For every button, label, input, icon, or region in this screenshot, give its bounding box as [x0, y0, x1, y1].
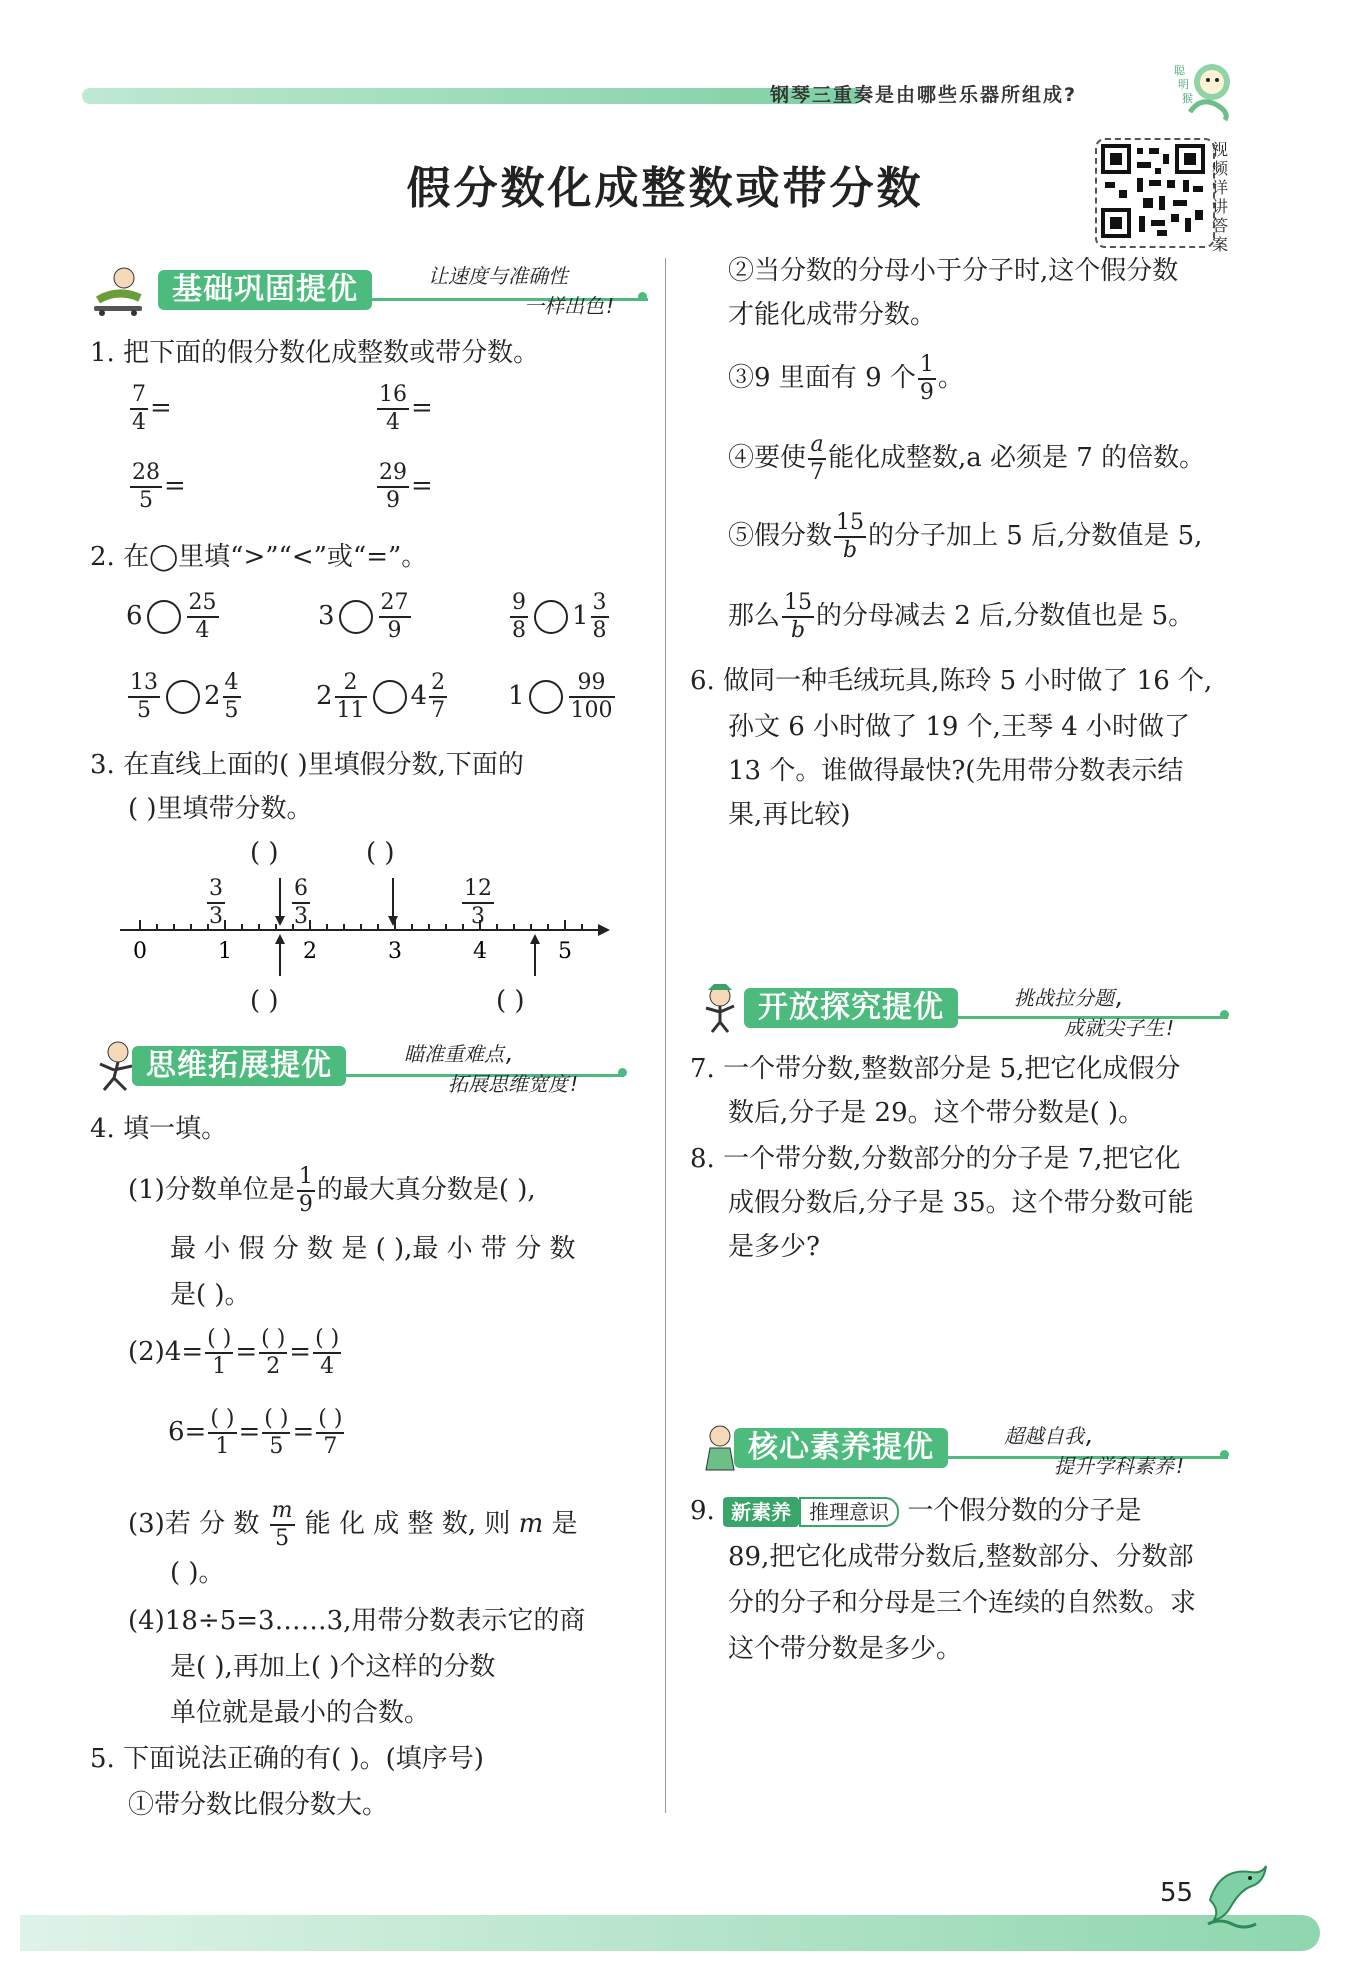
- header-question: 钢琴三重奏是由哪些乐器所组成?: [770, 84, 1078, 106]
- section-header-explore: [690, 986, 1230, 1040]
- page-title: 假分数化成整数或带分数: [406, 163, 924, 214]
- section-title: 基础巩固提优: [158, 270, 372, 310]
- answer-paren-bottom[interactable]: ( ): [250, 986, 279, 1016]
- q1-item: $\frac{29}{9}$ =: [379, 460, 433, 513]
- q7-text: 7. 一个带分数,整数部分是 5,把它化成假分: [690, 1054, 1181, 1084]
- section-header-basic: [88, 264, 648, 318]
- q5-option: ②当分数的分母小于分子时,这个假分数: [728, 256, 1179, 286]
- number-line-tick-label: 3: [388, 939, 402, 964]
- page-number: 55: [1160, 1878, 1194, 1908]
- reasoning-tag: 推理意识: [799, 1497, 899, 1527]
- q7-text: 数后,分子是 29。这个带分数是( )。: [728, 1098, 1145, 1128]
- q5-option: 那么 $\frac{15}{b}$ 的分母减去 2 后,分数值也是 5。: [728, 590, 1195, 643]
- section-title: 思维拓展提优: [132, 1046, 346, 1086]
- q6-text: 果,再比较): [728, 800, 851, 830]
- q9-text: 这个带分数是多少。: [728, 1634, 963, 1664]
- kid-skateboard-icon: [88, 264, 150, 316]
- number-line-label: $\frac{12}{3}$: [464, 876, 492, 929]
- header-bar: [82, 88, 862, 104]
- q5-stem: 5. 下面说法正确的有( )。(填序号): [90, 1744, 484, 1774]
- answer-paren-bottom[interactable]: ( ): [496, 986, 525, 1016]
- q5-option: ③9 里面有 9 个 $\frac{1}{9}$ 。: [728, 352, 964, 405]
- q4-part3: ( )。: [170, 1558, 225, 1588]
- q8-text: 8. 一个带分数,分数部分的分子是 7,把它化: [690, 1144, 1181, 1174]
- q4-stem: 4. 填一填。: [90, 1114, 228, 1144]
- answer-circle[interactable]: [534, 600, 568, 634]
- section-dot: [1220, 1010, 1229, 1019]
- number-line-tick-label: 5: [558, 939, 572, 964]
- q2-compare: 3 $\frac{27}{9}$: [318, 590, 409, 643]
- q5-option: ①带分数比假分数大。: [128, 1790, 389, 1820]
- q8-text: 成假分数后,分子是 35。这个带分数可能: [728, 1188, 1194, 1218]
- number-line-label: $\frac{6}{3}$: [294, 876, 308, 929]
- number-line-tick-label: 4: [473, 939, 487, 964]
- answer-circle[interactable]: [339, 600, 373, 634]
- section-header-thinking: [88, 1042, 628, 1096]
- section-slogan: 拓展思维宽度!: [448, 1072, 581, 1096]
- answer-circle[interactable]: [373, 680, 407, 714]
- answer-circle[interactable]: [147, 600, 181, 634]
- q4-part1: 是( )。: [170, 1280, 251, 1310]
- section-slogan: 超越自我,: [1004, 1424, 1097, 1448]
- q1-item: $\frac{16}{4}$ =: [379, 382, 433, 435]
- section-dot: [1220, 1450, 1229, 1459]
- column-divider: [665, 258, 666, 1813]
- q4-part4: 单位就是最小的合数。: [170, 1698, 431, 1728]
- kid-explorer-icon: [690, 982, 752, 1034]
- section-slogan: 瞄准重难点,: [404, 1042, 517, 1066]
- section-slogan: 让速度与准确性: [428, 264, 568, 288]
- number-line-tick-label: 1: [218, 939, 232, 964]
- number-line-tick-label: 2: [303, 939, 317, 964]
- answer-circle[interactable]: [166, 680, 200, 714]
- monkey-mascot-icon: [1170, 52, 1240, 122]
- q2-stem: 2. 在◯里填“>”“<”或“=”。: [90, 542, 428, 572]
- answer-paren-top[interactable]: ( ): [366, 838, 395, 868]
- footer-bar: [20, 1915, 1320, 1951]
- q4-part1: (1)分数单位是 $\frac{1}{9}$ 的最大真分数是( ),: [128, 1164, 536, 1217]
- qr-code[interactable]: [1095, 138, 1215, 248]
- number-line-tick-label: 0: [133, 939, 147, 964]
- q3-stem: 3. 在直线上面的( )里填假分数,下面的: [90, 750, 524, 780]
- section-dot: [618, 1068, 627, 1077]
- q1-stem: 1. 把下面的假分数化成整数或带分数。: [90, 338, 540, 368]
- section-header-core: [690, 1424, 1230, 1478]
- q4-part4: (4)18÷5=3……3,用带分数表示它的商: [128, 1606, 586, 1636]
- section-slogan: 提升学科素养!: [1054, 1454, 1187, 1478]
- q4-part2: 6= $\frac{( )}{1}$ = $\frac{( )}{5}$ = $\frac{( )}{7}$: [168, 1406, 343, 1459]
- dolphin-icon: [1200, 1860, 1272, 1930]
- q5-option: ④要使 $\frac{a}{7}$ 能化成整数,a 必须是 7 的倍数。: [728, 432, 1206, 485]
- number-line: [110, 868, 630, 988]
- q3-stem: ( )里填带分数。: [128, 794, 313, 824]
- q4-part4: 是( ),再加上( )个这样的分数: [170, 1652, 496, 1682]
- q2-compare: $\frac{13}{5}$ 2 $\frac{4}{5}$: [130, 670, 239, 723]
- section-title: 核心素养提优: [734, 1428, 948, 1468]
- q4-part1: 最 小 假 分 数 是 ( ),最 小 带 分 数: [170, 1234, 576, 1264]
- svg-text:明: 明: [1178, 78, 1189, 91]
- qr-pattern-icon: [1097, 140, 1209, 242]
- new-literacy-tag: 新素养: [723, 1497, 799, 1527]
- q6-text: 13 个。谁做得最快?(先用带分数表示结: [728, 756, 1184, 786]
- q4-part3: (3)若 分 数 $\frac{m}{5}$ 能 化 成 整 数, 则 m 是: [128, 1498, 578, 1551]
- q1-item: $\frac{28}{5}$ =: [132, 460, 186, 513]
- q5-option: 才能化成带分数。: [728, 300, 937, 330]
- q2-compare: 6 $\frac{25}{4}$: [126, 590, 217, 643]
- q2-compare: 1 $\frac{99}{100}$: [508, 670, 613, 723]
- section-slogan: 挑战拉分题,: [1014, 986, 1127, 1010]
- answer-paren-top[interactable]: ( ): [250, 838, 279, 868]
- q6-text: 6. 做同一种毛绒玩具,陈玲 5 小时做了 16 个,: [690, 666, 1213, 696]
- q9-text: 89,把它化成带分数后,整数部分、分数部: [728, 1542, 1194, 1572]
- section-slogan: 一样出色!: [524, 294, 617, 318]
- q6-text: 孙文 6 小时做了 19 个,王琴 4 小时做了: [728, 712, 1191, 742]
- q9-text: 分的分子和分母是三个连续的自然数。求: [728, 1588, 1197, 1618]
- q4-part2: (2)4= $\frac{( )}{1}$ = $\frac{( )}{2}$ = $\frac{( )}{4}$: [128, 1326, 340, 1379]
- q5-option: ⑤假分数 $\frac{15}{b}$ 的分子加上 5 后,分数值是 5,: [728, 510, 1203, 563]
- svg-text:猴: 猴: [1182, 92, 1193, 105]
- qr-caption: 视频详讲答案: [1212, 140, 1229, 254]
- section-dot: [638, 292, 647, 301]
- q2-compare: 2 $\frac{2}{11}$ 4 $\frac{2}{7}$: [316, 670, 446, 723]
- q2-compare: $\frac{9}{8}$ 1 $\frac{3}{8}$: [512, 590, 607, 643]
- q1-item: $\frac{7}{4}$ =: [132, 382, 172, 435]
- svg-text:聪: 聪: [1174, 64, 1185, 77]
- answer-circle[interactable]: [529, 680, 563, 714]
- q9-first-line: 9. 新素养 推理意识 一个假分数的分子是: [690, 1496, 1142, 1526]
- section-title: 开放探究提优: [744, 988, 958, 1028]
- section-slogan: 成就尖子生!: [1064, 1016, 1177, 1040]
- number-line-label: $\frac{3}{3}$: [209, 876, 223, 929]
- q8-text: 是多少?: [728, 1232, 820, 1262]
